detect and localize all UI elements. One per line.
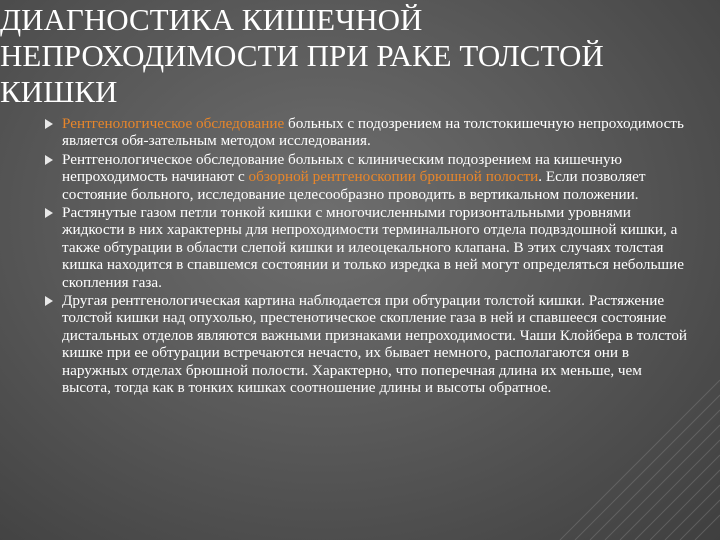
bullet-1-highlight: Рентгенологическое обследование	[62, 115, 285, 132]
bullet-2-highlight: обзорной рентгеноскопии брюшной полости	[248, 168, 539, 186]
slide-title	[0, 2, 710, 110]
bullet-1-text: больных с подозрением на толстокишечную непроходимость является обя-зательным методом исследования.	[62, 115, 684, 150]
title-line-3: КИШКИ	[0, 74, 118, 109]
triangle-bullet-icon	[45, 155, 53, 165]
bullet-list	[42, 115, 690, 398]
bullet-3-text: Растянутые газом петли тонкой кишки с многочисленными горизонтальными уровнями жидкости в них характерны для непроходимости терминального отдела подвздошной кишки, а также обтурации в области слепой кишки и илеоцекального клапана. В этих случаях толстая кишка находится в спавшемся состоянии и только изредка в ней могут определяться небольшие скопления газа.	[62, 204, 684, 291]
bullet-item-3	[42, 204, 690, 291]
bullet-4-text: Другая рентгенологическая картина наблюдается при обтурации толстой кишки. Растяжение толстой кишки над опухолью, престенотическое скопление газа в ней и спавшееся состояние дистальных отделов являются важными признаками непроходимости. Чаши Клойбера в толстой кишке при ее обтурации встречаются нечасто, их бывает немного, располагаются они в наружных отделах брюшной полости. Характерно, что поперечная длина их меньше, чем высота, тогда как в тонких кишках соотношение длины и высоты обратное.	[62, 292, 688, 397]
title-line-2: НЕПРОХОДИМОСТИ ПРИ РАКЕ ТОЛСТОЙ	[0, 38, 604, 73]
title-line-1: ДИАГНОСТИКА КИШЕЧНОЙ	[0, 2, 423, 37]
bullet-item-1	[42, 115, 690, 150]
triangle-bullet-icon	[45, 119, 53, 129]
bullet-2-text-after: . Если позволяет состояние больного, исследование целесообразно проводить в вертикальном положении.	[62, 168, 646, 203]
bullet-item-4	[42, 292, 690, 396]
bullet-item-2	[42, 151, 690, 203]
triangle-bullet-icon	[45, 296, 53, 306]
triangle-bullet-icon	[45, 208, 53, 218]
bullet-2-text-before: Рентгенологическое обследование больных с клиническим подозрением на кишечную непроходимость начинают с	[62, 150, 622, 186]
